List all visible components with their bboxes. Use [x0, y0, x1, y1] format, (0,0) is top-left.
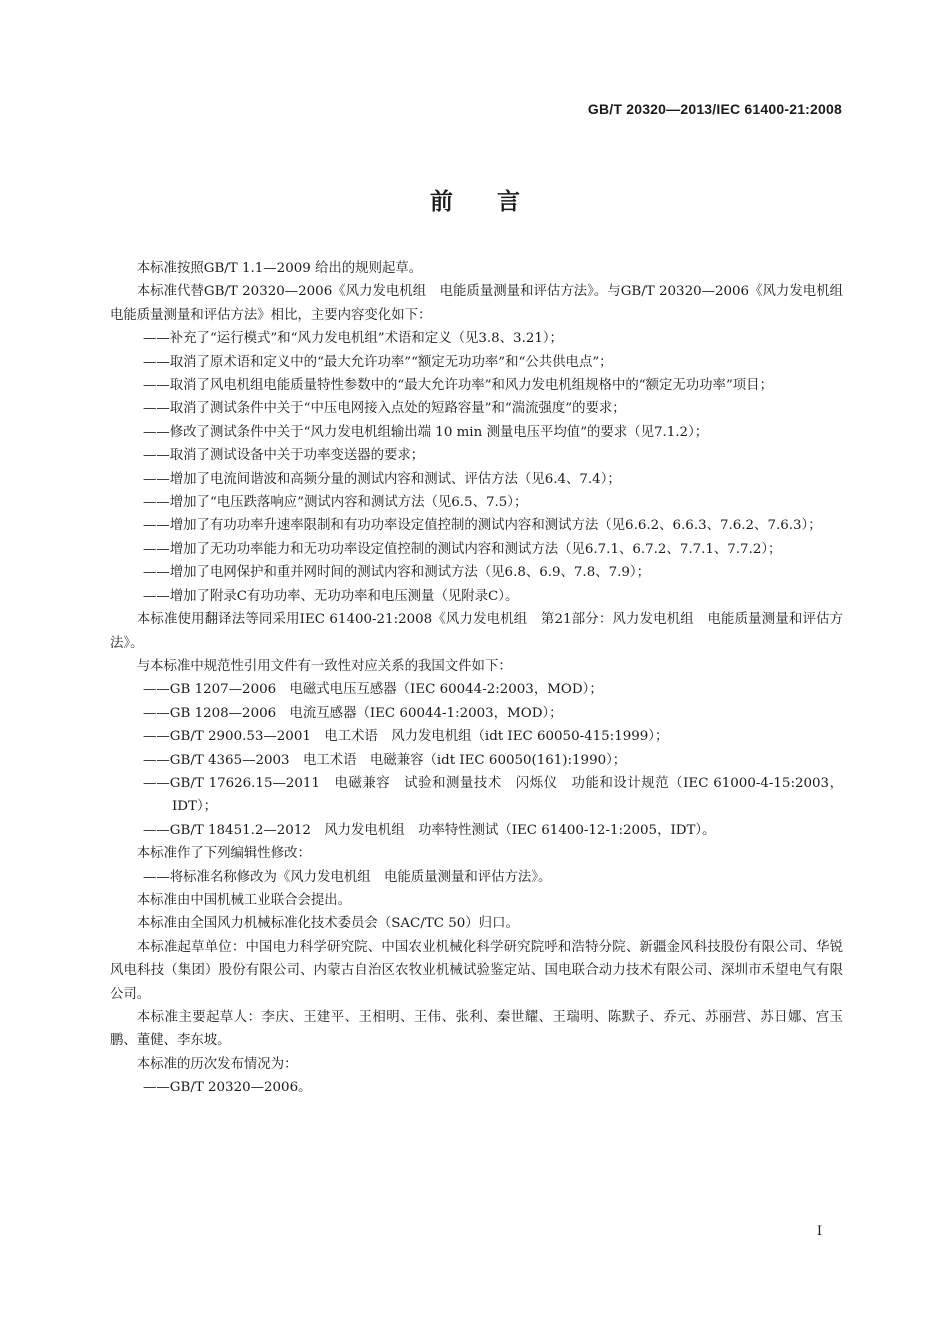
list-item: ——增加了“电压跌落响应”测试内容和测试方法（见6.5、7.5）； [143, 495, 528, 511]
paragraph: 本标准按照GB/T 1.1—2009 给出的规则起草。 [136, 261, 423, 276]
list-item: ——增加了有功功率升速率限制和有功功率设定值控制的测试内容和测试方法（见6.6.2、6.6.3、7.6.2、7.6.3）； [143, 518, 822, 534]
list-item: ——取消了原术语和定义中的“最大允许功率”“额定无功功率”和“公共供电点”； [143, 354, 613, 370]
paragraph: 与本标准中规范性引用文件有一致性对应关系的我国文件如下： [136, 658, 512, 674]
list-item: ——增加了附录C有功功率、无功功率和电压测量（见附录C）。 [143, 588, 519, 604]
list-item: ——取消了测试条件中关于“中压电网接入点处的短路容量”和“湍流强度”的要求； [143, 401, 626, 417]
paragraph: 本标准由全国风力机械标准化技术委员会（SAC/TC 50）归口。 [136, 916, 519, 932]
paragraph: 本标准起草单位：中国电力科学研究院、中国农业机械化科学研究院呼和浩特分院、新疆金风科技股份有限公司、华锐风电科技（集团）股份有限公司、内蒙古自治区农牧业机械试验鉴定站、国电联合动力技术有限公司、深圳市禾望电气有限公司。 [110, 939, 843, 1002]
page-number: I [816, 1224, 822, 1239]
standard-number-header: GB/T 20320—2013/IEC 61400-21:2008 [587, 101, 842, 117]
list-item: ——GB/T 2900.53—2001 电工术语 风力发电机组（idt IEC 60050-415:1999）； [143, 729, 669, 745]
paragraph: 本标准使用翻译法等同采用IEC 61400-21:2008《风力发电机组 第21部分：风力发电机组 电能质量测量和评估方法》。 [110, 612, 843, 651]
list-item: ——GB 1208—2006 电流互感器（IEC 60044-1:2003，MOD）； [143, 705, 563, 721]
paragraph: 本标准的历次发布情况为： [136, 1056, 298, 1072]
list-item: ——修改了测试条件中关于“风力发电机组输出端 10 min 测量电压平均值”的要求（见7.1.2）； [143, 424, 709, 440]
paragraph: 本标准作了下列编辑性修改： [136, 846, 311, 862]
list-item: ——GB/T 17626.15—2011 电磁兼容 试验和测量技术 闪烁仪 功能和设计规范（IEC 61000-4-15:2003，IDT）； [143, 775, 843, 815]
document-body [110, 257, 857, 1100]
list-item: ——GB/T 20320—2006。 [143, 1080, 312, 1096]
list-item: ——增加了无功功率能力和无功功率设定值控制的测试内容和测试方法（见6.7.1、6.7.2、7.7.1、7.7.2）； [143, 541, 782, 557]
list-item: ——GB 1207—2006 电磁式电压互感器（IEC 60044-2:2003，MOD）； [143, 682, 603, 698]
paragraph: 本标准由中国机械工业联合会提出。 [136, 892, 352, 908]
list-item: ——增加了电网保护和重并网时间的测试内容和测试方法（见6.8、6.9、7.8、7.9）； [143, 565, 650, 581]
list-item: ——增加了电流间谐波和高频分量的测试内容和测试、评估方法（见6.4、7.4）； [143, 471, 621, 487]
list-item: ——将标准名称修改为《风力发电机组 电能质量测量和评估方法》。 [143, 869, 552, 885]
list-item: ——GB/T 18451.2—2012 风力发电机组 功率特性测试（IEC 61400-12-1:2005，IDT）。 [143, 822, 716, 838]
list-item: ——补充了“运行模式”和“风力发电机组”术语和定义（见3.8、3.21）； [143, 331, 563, 347]
list-item: ——GB/T 4365—2003 电工术语 电磁兼容（idt IEC 60050(161):1990）； [143, 752, 627, 768]
paragraph: 本标准主要起草人：李庆、王建平、王相明、王伟、张利、秦世耀、王瑞明、陈默子、乔元、苏丽营、苏日娜、宫玉鹏、董健、李东坡。 [110, 1010, 843, 1049]
paragraph: 本标准代替GB/T 20320—2006《风力发电机组 电能质量测量和评估方法》。与GB/T 20320—2006《风力发电机组 电能质量测量和评估方法》相比，主要内容变化如下： [110, 284, 857, 323]
list-item: ——取消了风电机组电能质量特性参数中的“最大允许功率”和风力发电机组规格中的“额定无功功率”项目； [143, 378, 773, 394]
list-item: ——取消了测试设备中关于功率变送器的要求； [143, 448, 425, 464]
page-title: 前言 [430, 189, 564, 215]
